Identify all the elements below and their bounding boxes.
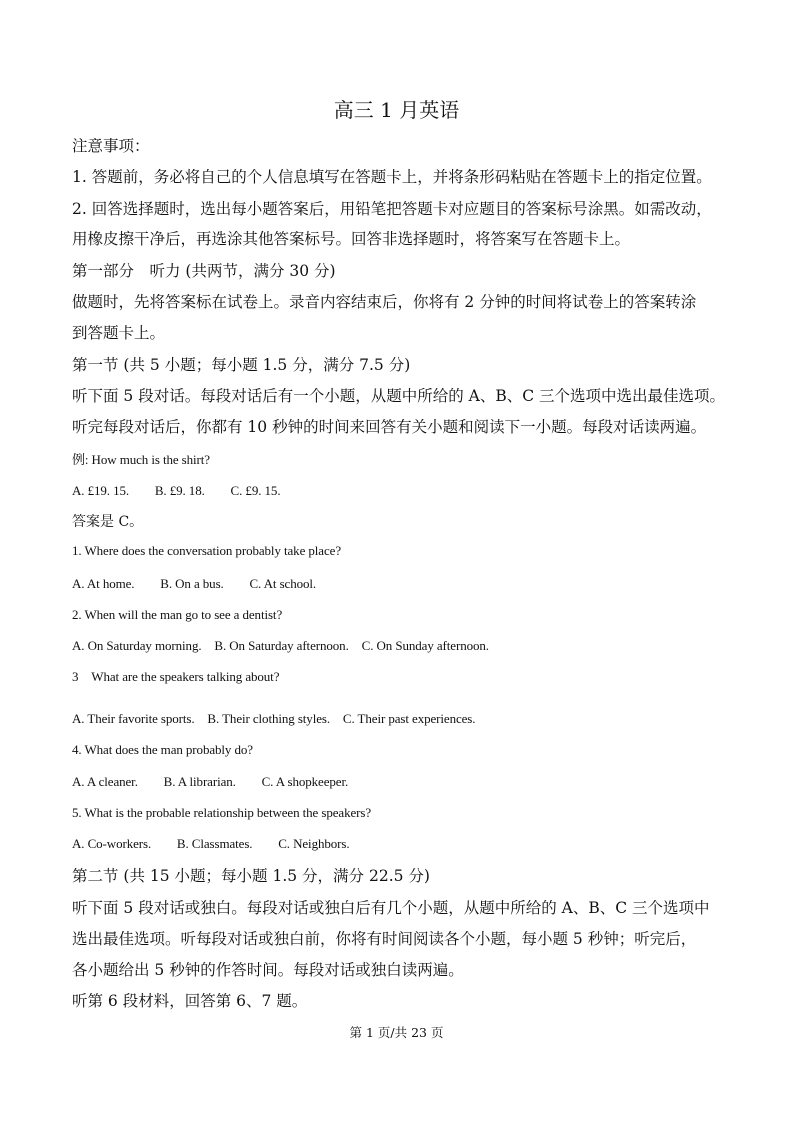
question-2-options: A. On Saturday morning. B. On Saturday afternoon. C. On Sunday afternoon. <box>72 638 489 653</box>
part-1-instruction-line-2: 到答题卡上。 <box>72 324 166 342</box>
example-options: A. £19. 15. B. £9. 18. C. £9. 15. <box>72 483 281 498</box>
page-footer: 第 1 页/共 23 页 <box>349 1025 444 1040</box>
question-4-options: A. A cleaner. B. A librarian. C. A shopkeeper. <box>72 774 349 789</box>
part-1-heading: 第一部分 听力 (共两节，满分 30 分) <box>72 262 336 280</box>
question-1: 1. Where does the conversation probably take place? <box>72 543 341 558</box>
page-title: 高三 1 月英语 <box>333 98 460 122</box>
section-2-instruction-line-1: 听下面 5 段对话或独白。每段对话或独白后有几个小题，从题中所给的 A、B、C 三个选项中 <box>72 899 710 917</box>
example-answer: 答案是 C。 <box>72 514 144 530</box>
question-4: 4. What does the man probably do? <box>72 742 253 757</box>
question-5: 5. What is the probable relationship between the speakers? <box>72 805 371 820</box>
instruction-2-line-2: 用橡皮擦干净后，再选涂其他答案标号。回答非选择题时，将答案写在答题卡上。 <box>72 230 631 248</box>
question-3-options: A. Their favorite sports. B. Their clothing styles. C. Their past experiences. <box>72 711 476 726</box>
instruction-2-line-1: 2. 回答选择题时，选出每小题答案后，用铅笔把答题卡对应题目的答案标号涂黑。如需改动， <box>72 200 712 218</box>
section-2-heading: 第二节 (共 15 小题；每小题 1.5 分，满分 22.5 分) <box>72 867 430 885</box>
question-2: 2. When will the man go to see a dentist? <box>72 607 283 622</box>
question-5-options: A. Co-workers. B. Classmates. C. Neighbors. <box>72 836 350 851</box>
section-2-instruction-line-3: 各小题给出 5 秒钟的作答时间。每段对话或独白读两遍。 <box>72 961 464 979</box>
question-3: 3 What are the speakers talking about? <box>72 669 280 684</box>
section-1-instruction-line-2: 听完每段对话后，你都有 10 秒钟的时间来回答有关小题和阅读下一小题。每段对话读两遍。 <box>72 418 707 436</box>
instruction-1: 1. 答题前，务必将自己的个人信息填写在答题卡上，并将条形码粘贴在答题卡上的指定位置。 <box>72 168 712 186</box>
section-1-heading: 第一节 (共 5 小题；每小题 1.5 分，满分 7.5 分) <box>72 356 411 374</box>
part-1-instruction-line-1: 做题时，先将答案标在试卷上。录音内容结束后，你将有 2 分钟的时间将试卷上的答案转涂 <box>72 293 697 311</box>
section-1-instruction-line-1: 听下面 5 段对话。每段对话后有一个小题，从题中所给的 A、B、C 三个选项中选出最佳选项。 <box>72 387 726 405</box>
section-2-material-6: 听第 6 段材料，回答第 6、7 题。 <box>72 992 308 1010</box>
example-question: 例: How much is the shirt? <box>72 452 210 467</box>
notice-heading: 注意事项： <box>72 137 150 155</box>
question-1-options: A. At home. B. On a bus. C. At school. <box>72 576 317 591</box>
section-2-instruction-line-2: 选出最佳选项。听每段对话或独白前，你将有时间阅读各个小题，每小题 5 秒钟；听完后， <box>72 930 697 948</box>
